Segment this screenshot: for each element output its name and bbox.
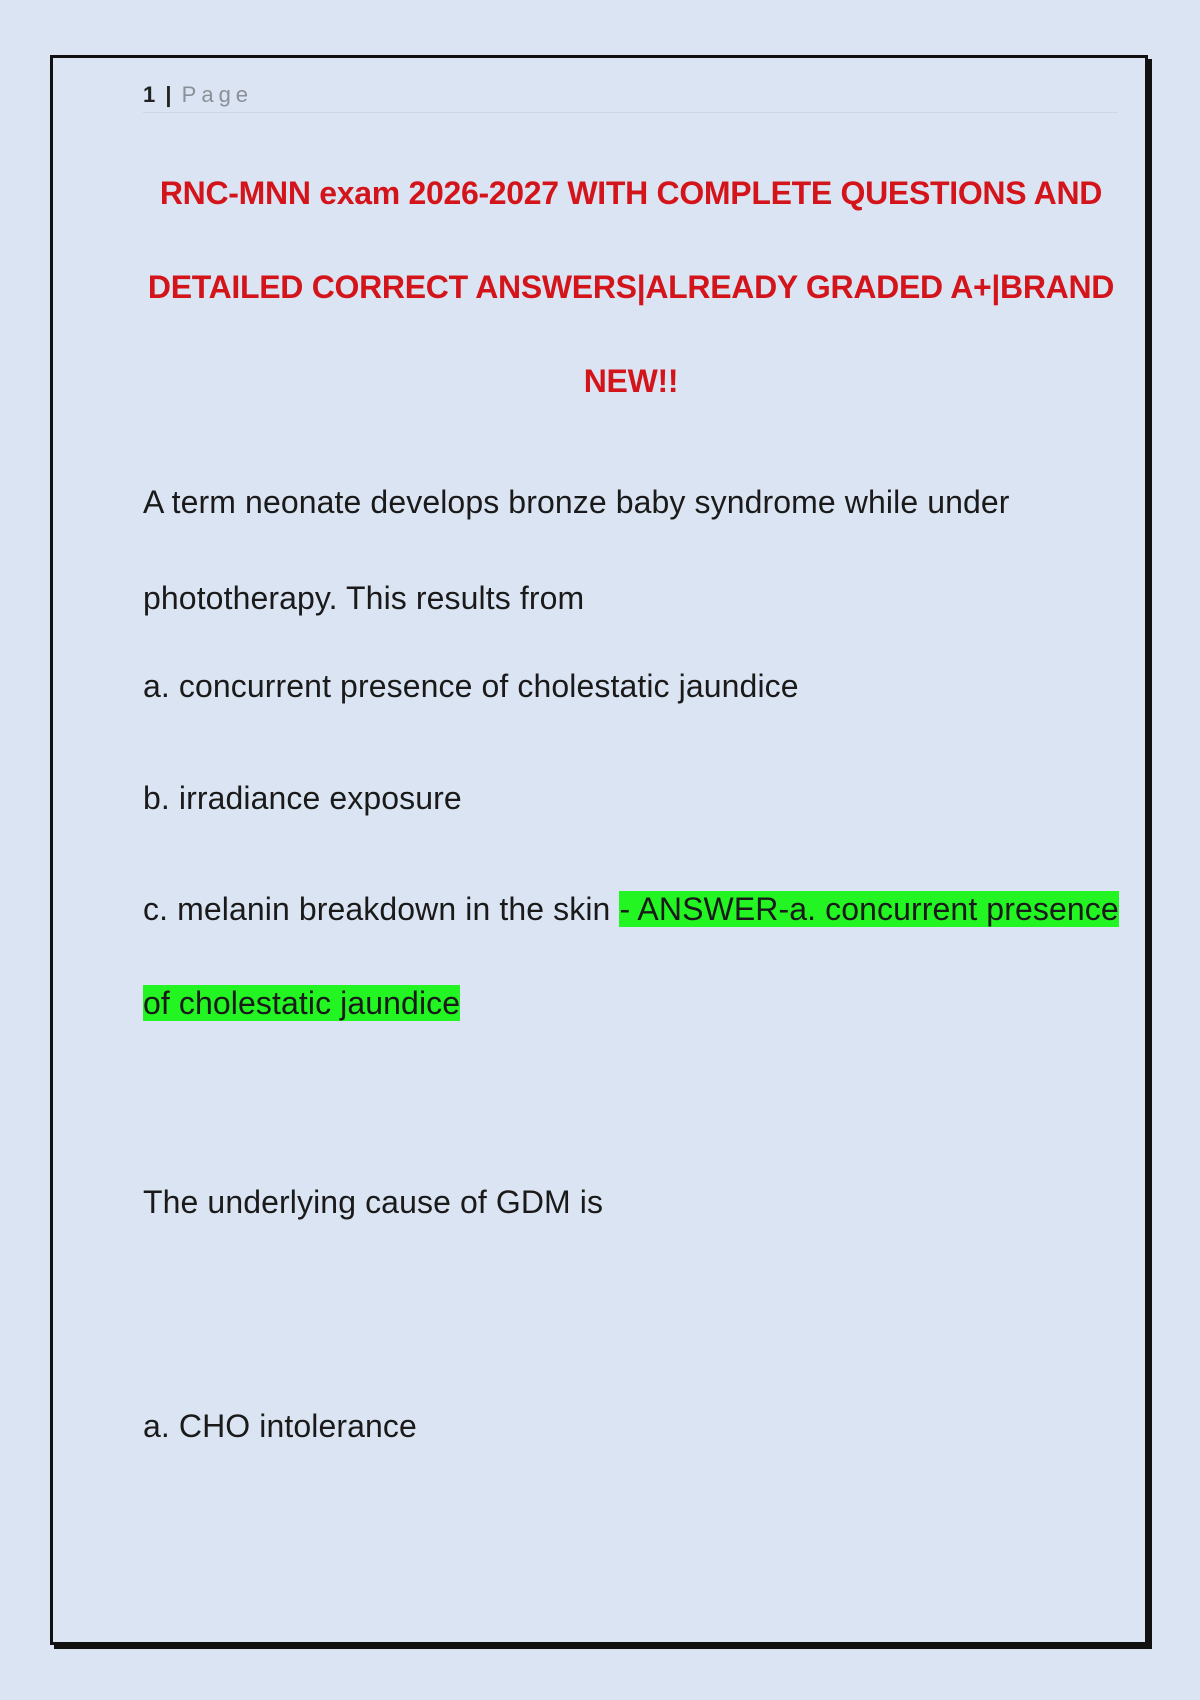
- page-header: [143, 82, 1118, 113]
- question-1-option-c: c. melanin breakdown in the skin: [143, 891, 611, 927]
- question-1-answer: - ANSWER-a. concurrent presence of cholestatic jaundice: [143, 891, 1119, 1021]
- page-separator: |: [165, 82, 172, 107]
- question-1-option-b: b. irradiance exposure: [143, 780, 462, 816]
- question-2-stem: The underlying cause of GDM is: [143, 1184, 604, 1220]
- question-1-option-a: a. concurrent presence of cholestatic jaundice: [143, 668, 799, 704]
- document-title: RNC-MNN exam 2026-2027 WITH COMPLETE QUESTIONS AND DETAILED CORRECT ANSWERS|ALREADY GRADED A+|BRAND NEW!!: [147, 175, 1115, 399]
- question-1-stem: A term neonate develops bronze baby syndrome while under phototherapy. This results from: [143, 484, 1010, 616]
- page-number: 1: [143, 82, 156, 107]
- page-label: Page: [181, 82, 254, 107]
- question-2-option-a: a. CHO intolerance: [143, 1408, 417, 1444]
- document-page: [50, 55, 1148, 1645]
- question-1-option-c-with-answer: [143, 862, 1123, 1050]
